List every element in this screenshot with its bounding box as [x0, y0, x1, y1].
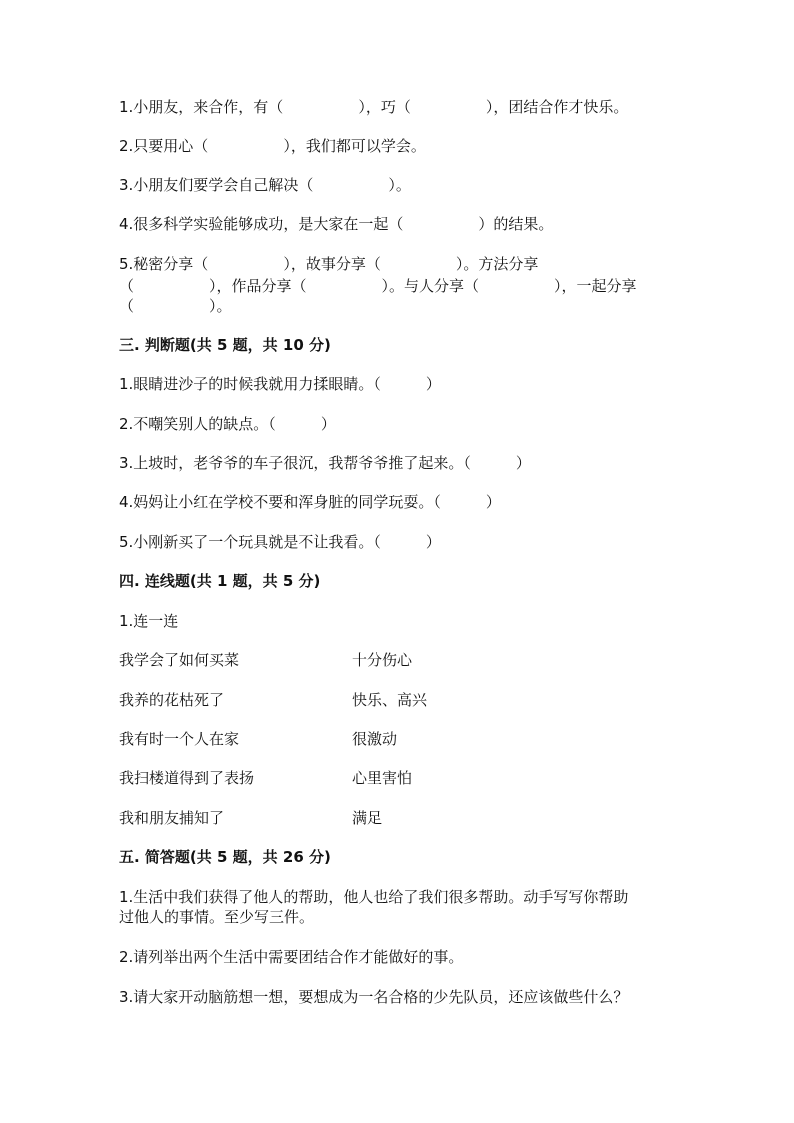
section-heading-matching: 四. 连线题(共 1 题，共 5 分): [119, 572, 321, 590]
true-false-question-4: 4.妈妈让小红在学校不要和浑身脏的同学玩耍。（ ）: [119, 493, 501, 511]
matching-left-item: 我和朋友捕知了: [119, 809, 225, 827]
matching-left-item: 我扫楼道得到了表扬: [119, 769, 255, 787]
true-false-question-3: 3.上坡时，老爷爷的车子很沉，我帮爷爷推了起来。（ ）: [119, 454, 531, 472]
matching-left-item: 我学会了如何买菜: [119, 651, 240, 669]
matching-right-item: 很激动: [352, 730, 398, 748]
true-false-question-1: 1.眼睛进沙子的时候我就用力揉眼睛。（ ）: [119, 375, 441, 393]
short-answer-question-1-line-1: 1.生活中我们获得了他人的帮助，他人也给了我们很多帮助。动手写写你帮助: [119, 888, 629, 906]
fill-blank-question-4: 4.很多科学实验能够成功，是大家在一起（ ）的结果。: [119, 215, 554, 233]
matching-right-item: 快乐、高兴: [352, 691, 428, 709]
fill-blank-question-3: 3.小朋友们要学会自己解决（ ）。: [119, 176, 411, 194]
matching-right-item: 满足: [352, 809, 383, 827]
section-heading-true-false: 三. 判断题(共 5 题，共 10 分): [119, 336, 331, 354]
fill-blank-question-2: 2.只要用心（ ），我们都可以学会。: [119, 137, 426, 155]
fill-blank-question-1: 1.小朋友，来合作，有（ ），巧（ ），团结合作才快乐。: [119, 98, 629, 116]
fill-blank-question-5-line-2: （ ），作品分享（ ）。与人分享（ ），一起分享: [119, 277, 637, 295]
true-false-question-5: 5.小刚新买了一个玩具就是不让我看。（ ）: [119, 533, 441, 551]
matching-right-item: 心里害怕: [352, 769, 413, 787]
short-answer-question-1-line-2: 过他人的事情。至少写三件。: [119, 908, 315, 926]
short-answer-question-2: 2.请列举出两个生活中需要团结合作才能做好的事。: [119, 948, 464, 966]
true-false-question-2: 2.不嘲笑别人的缺点。（ ）: [119, 415, 336, 433]
matching-left-item: 我有时一个人在家: [119, 730, 240, 748]
fill-blank-question-5-line-1: 5.秘密分享（ ），故事分享（ ）。方法分享: [119, 255, 539, 273]
section-heading-short-answer: 五. 简答题(共 5 题，共 26 分): [119, 848, 331, 866]
matching-prompt: 1.连一连: [119, 612, 179, 630]
fill-blank-question-5-line-3: （ ）。: [119, 297, 232, 315]
matching-left-item: 我养的花枯死了: [119, 691, 225, 709]
matching-right-item: 十分伤心: [352, 651, 413, 669]
short-answer-question-3: 3.请大家开动脑筋想一想，要想成为一名合格的少先队员，还应该做些什么？: [119, 988, 629, 1006]
